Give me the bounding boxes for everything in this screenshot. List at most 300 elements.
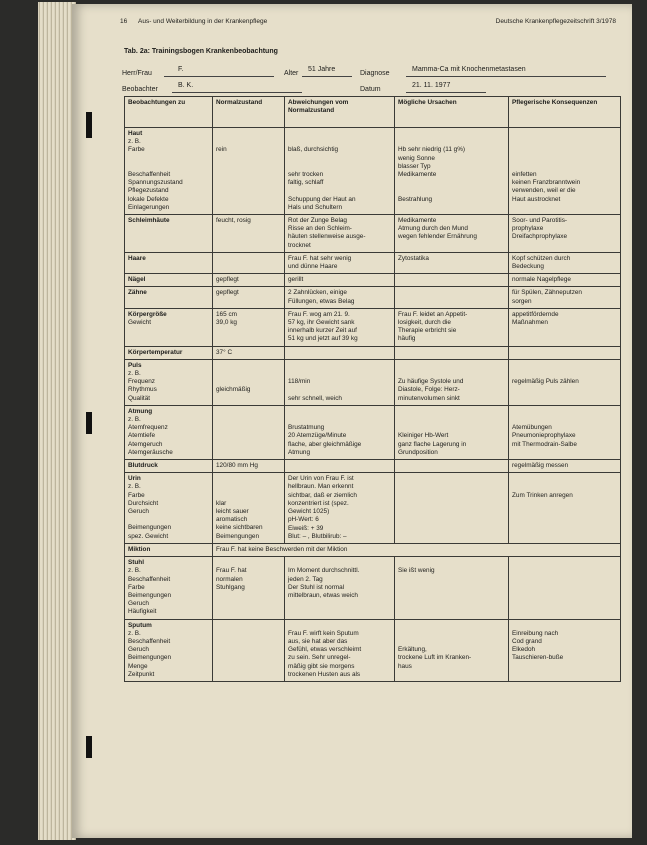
cell-line: Hb sehr niedrig (11 g%) [398,146,466,154]
cell-line [512,622,617,630]
cell-line [398,289,505,297]
cell-line: Der Stuhl ist normal [288,583,345,591]
cell-line: z. B. [128,370,141,378]
cell-line: z. B. [128,629,141,637]
cell-line: Farbe [128,146,145,154]
cell-line: 165 cm [216,310,237,318]
cell-line [398,424,505,432]
cell-line [288,370,391,378]
cell-line [216,475,281,483]
cell-line: pH-Wert: 6 [288,516,319,524]
col-header-beobachtungen: Beobachtungen zu [125,97,213,128]
table-cell [285,359,395,405]
cell-line: losigkeit, durch die [398,319,451,327]
table-cell [125,619,213,681]
cell-line [398,638,505,646]
cell-line: keine sichtbaren [216,524,263,532]
binding-mark [86,112,92,138]
row-heading: Stuhl [128,559,144,567]
table-title: Tab. 2a: Trainingsbogen Krankenbeobachtung [124,48,278,55]
cell-line: Gefühl, etwas verschleimt [288,646,362,654]
beobachter-underline [172,92,302,93]
cell-line: Dreifachprophylaxe [512,233,568,241]
cell-line [512,370,617,378]
cell-line [216,130,281,138]
cell-line [512,362,617,370]
cell-line: trockenen Husten aus als [288,670,361,678]
beobachter-label: Beobachter [122,86,158,93]
cell-line [512,395,617,403]
table-cell [285,308,395,346]
cell-line [512,163,617,171]
cell-line [512,416,617,424]
book-page-stack [38,2,76,840]
cell-line [512,663,617,671]
page-number: 16 [120,18,128,25]
cell-line [398,179,505,187]
cell-line: prophylaxe [512,225,544,233]
cell-line [512,508,617,516]
row-heading: Körpertemperatur [128,348,183,356]
cell-line [398,559,505,567]
cell-line: leicht sauer [216,508,249,516]
cell-line: feucht, rosig [216,217,251,224]
cell-line: 118/min [288,378,311,386]
cell-line [512,408,617,416]
cell-line: sehr schnell, weich [288,394,342,402]
cell-line: 37° C [216,348,233,356]
cell-line [512,533,617,541]
cell-line: Therapie erbricht sie [398,327,457,335]
cell-line [398,475,505,483]
cell-line: zu sein. Sehr unregel- [288,654,351,662]
cell-line: Atemfrequenz [128,424,168,432]
cell-line [128,163,209,171]
cell-line: Grundposition [398,448,438,456]
table-cell [509,346,621,359]
cell-line [288,600,391,608]
herr-frau-label: Herr/Frau [122,70,152,77]
table-cell [509,215,621,253]
binding-mark [86,412,92,434]
cell-line: und dünne Haare [288,263,338,271]
cell-line [398,584,505,592]
table-cell [509,359,621,405]
cell-line [216,424,281,432]
col-header-konsequenzen: Pflegerische Konsequenzen [509,97,621,128]
cell-line: mäßig gibt sie morgens [288,662,355,670]
table-cell [509,308,621,346]
table-cell [285,252,395,273]
table-cell [285,346,395,359]
cell-line [398,608,505,616]
cell-line: Pflegezustand [128,187,169,195]
cell-line [216,592,281,600]
table-cell [509,460,621,473]
table-cell [213,543,621,556]
cell-line: Frequenz [128,378,155,386]
table-cell [285,460,395,473]
cell-line [216,395,281,403]
cell-line [398,408,505,416]
table-cell [213,473,285,544]
cell-line [512,155,617,163]
cell-line: Tauschieren-buße [512,654,564,662]
table-cell [395,308,509,346]
cell-line [398,187,505,195]
cell-line [398,622,505,630]
cell-line: gepflegt [216,289,239,297]
table-cell [213,359,285,405]
table-cell [509,274,621,287]
cell-line: Atemgeruch [128,440,163,448]
cell-line [398,362,505,370]
cell-line: Qualität [128,394,151,402]
cell-line: 2 Zahnlücken, einige [288,289,347,297]
table-cell [213,308,285,346]
table-cell [285,619,395,681]
cell-line [398,349,505,357]
cell-line: Elkedoh [512,646,536,654]
cell-line: wegen fehlender Ernährung [398,233,477,241]
table-cell [285,473,395,544]
cell-line: Zum Trinken anregen [512,491,573,499]
col-header-abweichungen: Abweichungen vom Normalzustand [285,97,395,128]
cell-line: Kopf schützen durch [512,254,571,262]
cell-line [288,408,391,416]
cell-line: Geruch [128,508,149,516]
cell-line: hellbraun. Man erkennt [288,483,354,491]
cell-line: Sie ißt wenig [398,567,435,575]
cell-line [216,483,281,491]
cell-line: ganz flache Lagerung in [398,440,467,448]
row-heading: Haare [128,254,146,262]
cell-line [512,483,617,491]
cell-line: mittelbraun, etwas weich [288,591,358,599]
cell-line: trockene Luft im Kranken- [398,654,472,662]
row-heading: Atmung [128,407,153,415]
herr-frau-value: F. [178,66,184,73]
cell-line: Atemübungen [512,424,552,432]
row-heading: Blutdruck [128,462,158,470]
cell-line: für Spülen, Zähneputzen [512,289,582,297]
cell-line: Risse an den Schleim- [288,225,352,233]
cell-line: Farbe [128,583,145,591]
table-cell [125,405,213,459]
table-cell [395,215,509,253]
cell-line [512,559,617,567]
cell-line [398,130,505,138]
cell-line: z. B. [128,138,141,146]
table-cell [125,287,213,308]
cell-line: Frau F. hat keine Beschwerden mit der Miktion [216,545,348,553]
cell-line: Der Urin von Frau F. ist [288,475,354,483]
cell-line: Spannungszustand [128,179,183,187]
table-row [125,619,621,681]
row-heading: Körpergröße [128,310,167,318]
cell-line [512,386,617,394]
cell-line [512,500,617,508]
row-heading: Sputum [128,621,152,629]
cell-line: Soor- und Parotitis- [512,217,568,224]
cell-line: wenig Sonne [398,154,435,162]
cell-line: Beschaffenheit [128,637,171,645]
cell-line: Frau F. wog am 21. 9. [288,310,350,318]
cell-line [216,204,281,212]
cell-line [216,187,281,195]
cell-line: Geruch [128,600,149,608]
cell-line: konzentriert ist (spez. [288,499,349,507]
cell-line [398,416,505,424]
table-cell [509,128,621,215]
table-cell [213,460,285,473]
row-heading: Haut [128,130,143,137]
row-heading: Nägel [128,276,146,284]
cell-line: 57 kg, ihr Gewicht sank [288,319,355,327]
cell-line [288,187,391,195]
cell-line: 51 kg und jetzt auf 39 kg [288,335,358,343]
cell-line [398,276,505,284]
cell-line: sichtbar, daß er ziemlich [288,491,357,499]
cell-line [288,386,391,394]
cell-line [288,416,391,424]
table-row [125,543,621,556]
table-cell [125,460,213,473]
cell-line: Gewicht [128,319,152,327]
cell-line: Kleiniger Hb-Wert [398,432,449,440]
cell-line: Menge [128,662,148,670]
cell-line [216,378,281,386]
cell-line: gerillt [288,276,304,284]
cell-line: Atemtiefe [128,432,155,440]
cell-line: mit Thermodrain-Salbe [512,440,577,448]
cell-line: Frau F. hat [216,567,247,575]
cell-line: Maßnahmen [512,319,548,327]
cell-line: Frau F. wirft kein Sputum [288,629,359,637]
cell-line: aromatisch [216,516,248,524]
cell-line: appetitfördernde [512,310,559,318]
cell-line [288,608,391,616]
datum-underline [406,92,486,93]
cell-line: Bedeckung [512,263,544,271]
table-header-row [125,97,621,128]
cell-line [216,492,281,500]
cell-line [216,441,281,449]
cell-line [288,163,391,171]
cell-line: z. B. [128,483,141,491]
cell-line [398,592,505,600]
table-cell [509,619,621,681]
table-row [125,252,621,273]
cell-line [512,130,617,138]
table-cell [395,460,509,473]
table-cell [395,473,509,544]
cell-line: gepflegt [216,276,239,284]
table-cell [509,252,621,273]
table-cell [125,543,213,556]
datum-value: 21. 11. 1977 [412,82,451,89]
cell-line [288,362,391,370]
cell-line: lokale Defekte [128,195,169,203]
table-cell [125,128,213,215]
cell-line [216,416,281,424]
cell-line: Diastole, Folge: Herz- [398,386,460,394]
cell-line: minutenvolumen sinkt [398,394,460,402]
cell-line [288,130,391,138]
cell-line [216,559,281,567]
cell-line: z. B. [128,416,141,424]
cell-line [288,138,391,146]
cell-line: haus [398,662,412,670]
cell-line [216,171,281,179]
table-cell [213,619,285,681]
table-cell [395,287,509,308]
cell-line: Gewicht 1025) [288,508,330,516]
table-cell [395,346,509,359]
cell-line [216,179,281,187]
cell-line: einfetten [512,170,537,178]
cell-line: Blut: – , Blutbilirub: – [288,532,347,540]
cell-line: Frau F. hat sehr wenig [288,254,352,262]
cell-line: häufig [398,335,416,343]
cell-line: Beschaffenheit [128,170,171,178]
table-row [125,274,621,287]
table-cell [509,557,621,619]
cell-line: Atmung [288,448,311,456]
alter-label: Alter [284,70,299,77]
cell-line: Eiweiß: + 39 [288,524,324,532]
cell-line: Erkältung, [398,646,427,654]
cell-line: rein [216,146,227,154]
row-heading: Schleimhäute [128,217,170,224]
cell-line: Füllungen, etwas Belag [288,297,355,305]
cell-line: innerhalb kurzer Zeit auf [288,327,357,335]
cell-line: Zu häufige Systole und [398,378,464,386]
cell-line [398,630,505,638]
table-cell [509,287,621,308]
cell-line: blasser Typ [398,162,431,170]
cell-line: Beimengungen [128,524,171,532]
cell-line: Farbe [128,491,145,499]
table-row [125,405,621,459]
table-cell [285,274,395,287]
cell-line [398,138,505,146]
table-cell [125,473,213,544]
cell-line: flache, aber gleichmäßige [288,440,362,448]
table-cell [285,215,395,253]
cell-line: Zeitpunkt [128,670,155,678]
cell-line [398,576,505,584]
cell-line: normalen [216,575,243,583]
cell-line [288,559,391,567]
table-cell [395,619,509,681]
table-cell [125,557,213,619]
table-cell [285,128,395,215]
table-row [125,557,621,619]
cell-line: 20 Atemzüge/Minute [288,432,347,440]
table-cell [285,557,395,619]
cell-line: Beimengungen [128,591,171,599]
table-cell [213,287,285,308]
cell-line: Beimengungen [216,532,259,540]
table-cell [285,405,395,459]
cell-line [398,462,505,470]
cell-line [216,155,281,163]
cell-line: Beimengungen [128,654,171,662]
cell-line [288,622,391,630]
document-page [72,4,632,838]
cell-line: regelmäßig messen [512,462,569,470]
cell-line [288,349,391,357]
cell-line: Einlagerungen [128,203,170,211]
table-body [125,128,621,682]
table-row [125,128,621,215]
cell-line [398,370,505,378]
cell-line: Einreibung nach [512,629,559,637]
running-title-right: Deutsche Krankenpflegezeitschrift 3/1978 [495,18,616,25]
table-row [125,215,621,253]
cell-line: faltig, schlaff [288,179,324,187]
cell-line [512,516,617,524]
cell-line: Cod grand [512,637,542,645]
cell-line: Rot der Zunge Belag [288,217,347,224]
cell-line [512,524,617,532]
cell-line: aus, sie hat aber das [288,637,348,645]
diagnose-label: Diagnose [360,70,390,77]
cell-line: Schuppung der Haut an [288,195,356,203]
table-cell [213,274,285,287]
table-cell [125,215,213,253]
row-heading: Zähne [128,289,147,297]
table-row [125,473,621,544]
cell-line: Rhythmus [128,386,157,394]
table-row [125,460,621,473]
cell-line: Durchsicht [128,499,159,507]
cell-line: 39,0 kg [216,319,237,327]
cell-line: spez. Gewicht [128,532,169,540]
table-cell [285,287,395,308]
table-cell [395,128,509,215]
cell-line [216,196,281,204]
col-header-ursachen: Mögliche Ursachen [395,97,509,128]
cell-line: normale Nagelpflege [512,276,571,284]
cell-line [216,163,281,171]
cell-line [216,255,281,263]
cell-line: Atemgeräusche [128,448,173,456]
cell-line: Geruch [128,646,149,654]
table-cell [395,274,509,287]
table-cell [213,128,285,215]
cell-line [216,362,281,370]
cell-line [512,349,617,357]
herr-frau-underline [164,76,274,77]
cell-line [216,432,281,440]
table-cell [395,405,509,459]
table-cell [509,473,621,544]
table-row [125,287,621,308]
cell-line [512,146,617,154]
cell-line: Pneumonieprophylaxe [512,432,576,440]
cell-line: sehr trocken [288,170,324,178]
cell-line: sorgen [512,297,532,305]
table-cell [213,346,285,359]
table-cell [213,557,285,619]
cell-line: Stuhlgang [216,583,245,591]
page-header [120,18,616,25]
cell-line [512,204,617,212]
table-row [125,359,621,405]
table-cell [125,346,213,359]
